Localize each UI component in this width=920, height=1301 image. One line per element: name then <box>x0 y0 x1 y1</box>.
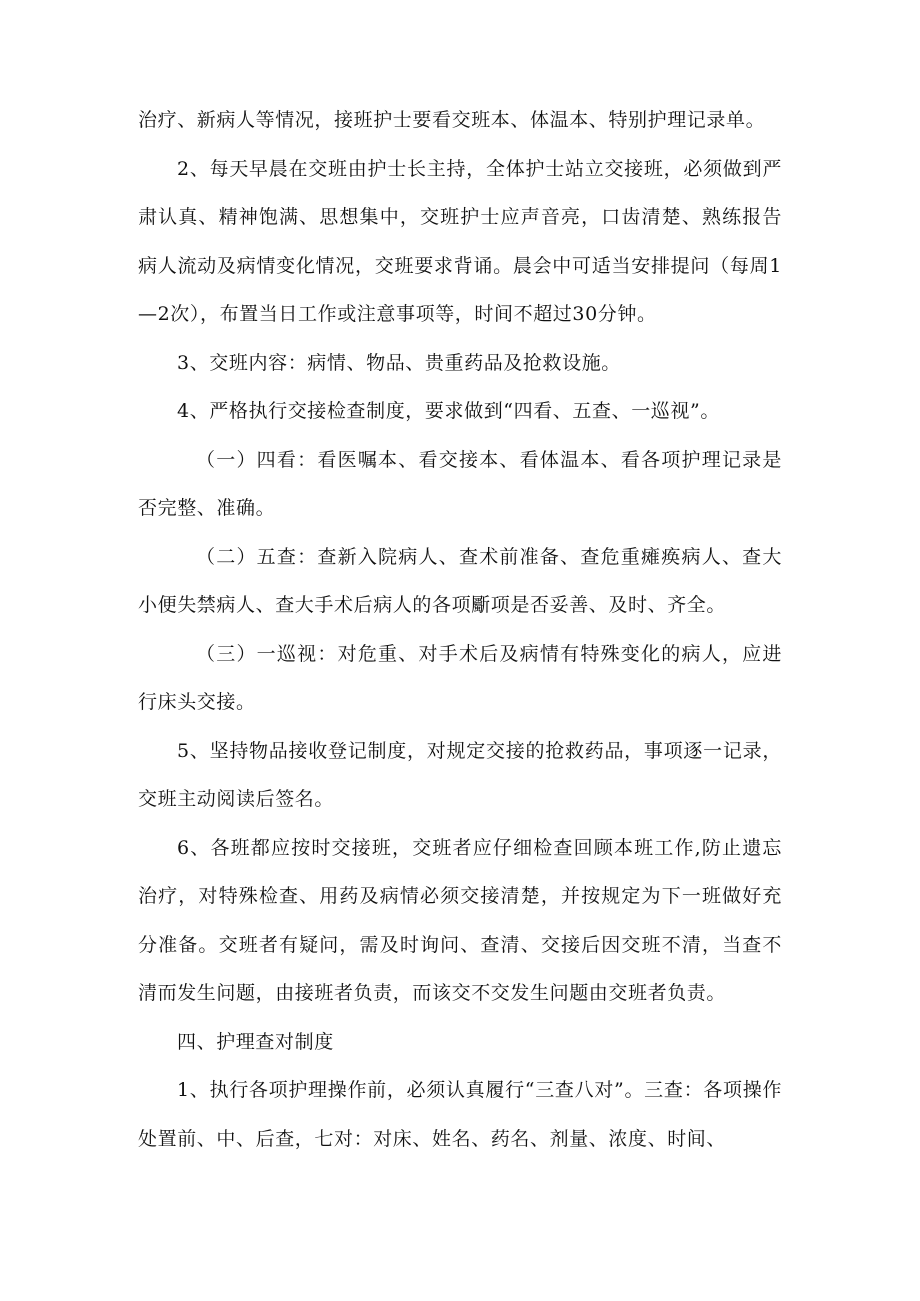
paragraph-sub-item-1: （一）四看：看医嘱本、看交接本、看体温本、看各项护理记录是否完整、准确。 <box>138 448 782 519</box>
paragraph-item-2: 2、每天早晨在交班由护士长主持，全体护士站立交接班，必须做到严肃认真、精神饱满、思想集中，交班护士应声音亮，口齿清楚、熟练报告病人流动及病情变化情况，交班要求背诵。晨会中可适当安排提问（每周1—2次），布置当日工作或注意事项等，时间不超过30分钟。 <box>138 157 782 325</box>
paragraph-item-1: 1、执行各项护理操作前，必须认真履行“三查八对”。三查：各项操作处置前、中、后查，七对：对床、姓名、药名、剂量、浓度、时间、 <box>138 1079 782 1150</box>
document-body <box>138 96 782 1163</box>
paragraph-item-6: 6、各班都应按时交接班，交班者应仔细检查回顾本班工作,防止遗忘治疗，对特殊检查、用药及病情必须交接清楚，并按规定为下一班做好充分准备。交班者有疑问，需及时询问、查清、交接后因交班不清，当查不清而发生问题，由接班者负责，而该交不交发生问题由交班者负责。 <box>138 836 782 1004</box>
section-heading: 四、护理查对制度 <box>177 1030 334 1053</box>
paragraph-sub-item-2: （二）五查：查新入院病人、查术前准备、查危重瘫痪病人、查大小便失禁病人、查大手术后病人的各项斸项是否妥善、及时、齐全。 <box>138 545 782 616</box>
paragraph-sub-item-3: （三）一巡视：对危重、对手术后及病情有特殊变化的病人，应进行床头交接。 <box>138 642 782 713</box>
paragraph-item-4: 4、严格执行交接检查制度，要求做到“四看、五查、一巡视”。 <box>177 400 720 422</box>
paragraph-item-3: 3、交班内容：病情、物品、贵重药品及抢救设施。 <box>177 351 621 374</box>
paragraph-continuation: 治疗、新病人等情况，接班护士要看交班本、体温本、特别护理记录单。 <box>138 109 766 131</box>
paragraph-item-5: 5、坚持物品接收登记制度，对规定交接的抢救药品，事项逐一记录，交班主动阅读后签名。 <box>138 739 782 810</box>
